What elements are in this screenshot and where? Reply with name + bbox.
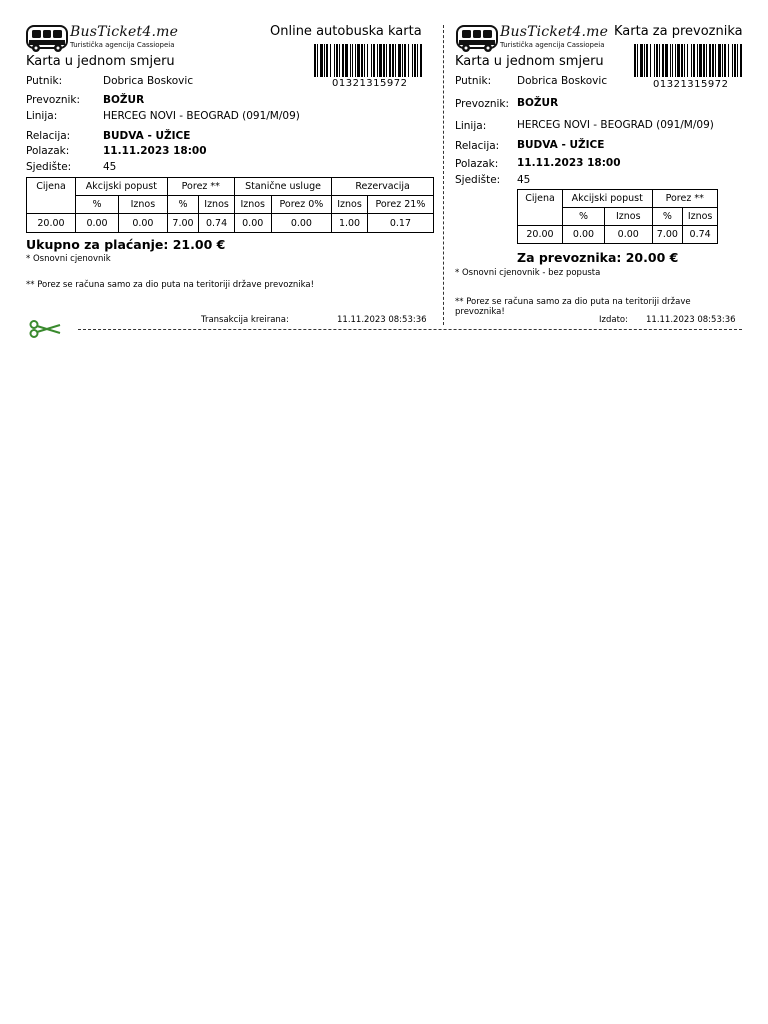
- cell-cijena: 20.00: [27, 214, 76, 233]
- th-porez-iznos: Iznos: [199, 196, 235, 214]
- logo: [26, 25, 186, 57]
- footer-label: Izdato:: [599, 315, 628, 325]
- label-linija: Linija:: [455, 120, 487, 132]
- th-akcijski-popust: Akcijski popust: [76, 178, 168, 196]
- value-polazak: 11.11.2023 18:00: [103, 145, 207, 157]
- th-akcijski-popust: Akcijski popust: [563, 190, 653, 208]
- value-relacija: BUDVA - UŽICE: [103, 130, 191, 142]
- cell-porez-pct: 7.00: [167, 214, 199, 233]
- ticket-type: Karta u jednom smjeru: [26, 54, 175, 69]
- carrier-total: Za prevoznika: 20.00 €: [517, 250, 679, 265]
- label-putnik: Putnik:: [455, 75, 492, 87]
- logo-name: BusTicket4.me: [500, 24, 609, 40]
- cell-popust-iznos: 0.00: [119, 214, 168, 233]
- th-porez: Porez **: [652, 190, 718, 208]
- th-rezervacija: Rezervacija: [332, 178, 434, 196]
- label-sjediste: Sjedište:: [455, 174, 501, 186]
- total-amount: Ukupno za plaćanje: 21.00 €: [26, 237, 226, 252]
- th-rez-porez: Porez 21%: [367, 196, 433, 214]
- table-row: [518, 226, 718, 244]
- value-linija: HERCEG NOVI - BEOGRAD (091/M/09): [103, 110, 300, 122]
- ticket-title: Online autobuska karta: [270, 24, 422, 39]
- label-polazak: Polazak:: [455, 158, 499, 170]
- cell-porez-iznos: 0.74: [683, 226, 718, 244]
- carrier-ticket-type: Karta u jednom smjeru: [455, 54, 604, 69]
- cell-rez-porez: 0.17: [367, 214, 433, 233]
- label-prevoznik: Prevoznik:: [455, 98, 510, 110]
- th-rez-iznos: Iznos: [332, 196, 368, 214]
- footer-value: 11.11.2023 08:53:36: [646, 315, 736, 325]
- cell-popust-iznos: 0.00: [605, 226, 653, 244]
- th-porez-iznos: Iznos: [683, 208, 718, 226]
- value-putnik: Dobrica Boskovic: [103, 75, 194, 87]
- value-prevoznik: BOŽUR: [103, 94, 145, 106]
- value-putnik: Dobrica Boskovic: [517, 75, 608, 87]
- th-cijena: Cijena: [518, 190, 563, 226]
- barcode: [314, 44, 422, 77]
- th-popust-iznos: Iznos: [119, 196, 168, 214]
- label-putnik: Putnik:: [26, 75, 63, 87]
- value-relacija: BUDVA - UŽICE: [517, 139, 605, 151]
- price-table: [26, 177, 434, 233]
- logo-subtitle: Turistička agencija Cassiopeia: [70, 41, 175, 49]
- vertical-cut-line: [443, 25, 444, 325]
- th-popust-iznos: Iznos: [605, 208, 653, 226]
- value-linija: HERCEG NOVI - BEOGRAD (091/M/09): [517, 119, 714, 131]
- label-prevoznik: Prevoznik:: [26, 94, 81, 106]
- note-cjenovnik: * Osnovni cjenovnik: [26, 254, 111, 264]
- th-usluge-iznos: Iznos: [234, 196, 271, 214]
- carrier-title: Karta za prevoznika: [614, 24, 743, 39]
- cell-usluge-porez: 0.00: [271, 214, 332, 233]
- label-linija: Linija:: [26, 110, 58, 122]
- th-porez-pct: %: [652, 208, 683, 226]
- cell-popust-pct: 0.00: [76, 214, 119, 233]
- table-row: [27, 214, 434, 233]
- value-sjediste: 45: [103, 161, 117, 173]
- label-relacija: Relacija:: [455, 140, 500, 152]
- note-porez: ** Porez se računa samo za dio puta na teritoriji države prevoznika!: [455, 297, 691, 317]
- th-usluge-porez: Porez 0%: [271, 196, 332, 214]
- logo-carrier: [456, 25, 616, 57]
- value-prevoznik: BOŽUR: [517, 97, 559, 109]
- cell-popust-pct: 0.00: [563, 226, 605, 244]
- value-sjediste: 45: [517, 174, 531, 186]
- bus-icon: [26, 25, 68, 53]
- label-sjediste: Sjedište:: [26, 161, 72, 173]
- cell-cijena: 20.00: [518, 226, 563, 244]
- logo-name: BusTicket4.me: [70, 24, 179, 40]
- cell-porez-pct: 7.00: [652, 226, 683, 244]
- note-porez: ** Porez se računa samo za dio puta na teritoriji države prevoznika!: [26, 280, 315, 290]
- label-polazak: Polazak:: [26, 145, 70, 157]
- barcode-number: 01321315972: [332, 78, 408, 89]
- cell-porez-iznos: 0.74: [199, 214, 235, 233]
- label-relacija: Relacija:: [26, 130, 71, 142]
- th-stanicne-usluge: Stanične usluge: [234, 178, 331, 196]
- footer-label: Transakcija kreirana:: [201, 315, 289, 325]
- footer-value: 11.11.2023 08:53:36: [337, 315, 427, 325]
- barcode-carrier: [634, 44, 742, 77]
- logo-subtitle: Turistička agencija Cassiopeia: [500, 41, 605, 49]
- note-cjenovnik: * Osnovni cjenovnik - bez popusta: [455, 268, 601, 278]
- th-porez-pct: %: [167, 196, 199, 214]
- bus-icon: [456, 25, 498, 53]
- th-popust-pct: %: [563, 208, 605, 226]
- cell-rez-iznos: 1.00: [332, 214, 368, 233]
- scissors-icon: [28, 320, 62, 338]
- value-polazak: 11.11.2023 18:00: [517, 157, 621, 169]
- th-popust-pct: %: [76, 196, 119, 214]
- th-cijena: Cijena: [27, 178, 76, 214]
- th-porez: Porez **: [167, 178, 234, 196]
- cell-usluge-iznos: 0.00: [234, 214, 271, 233]
- barcode-number-carrier: 01321315972: [653, 79, 729, 90]
- horizontal-cut-line: [78, 329, 742, 330]
- carrier-price-table: [517, 189, 718, 244]
